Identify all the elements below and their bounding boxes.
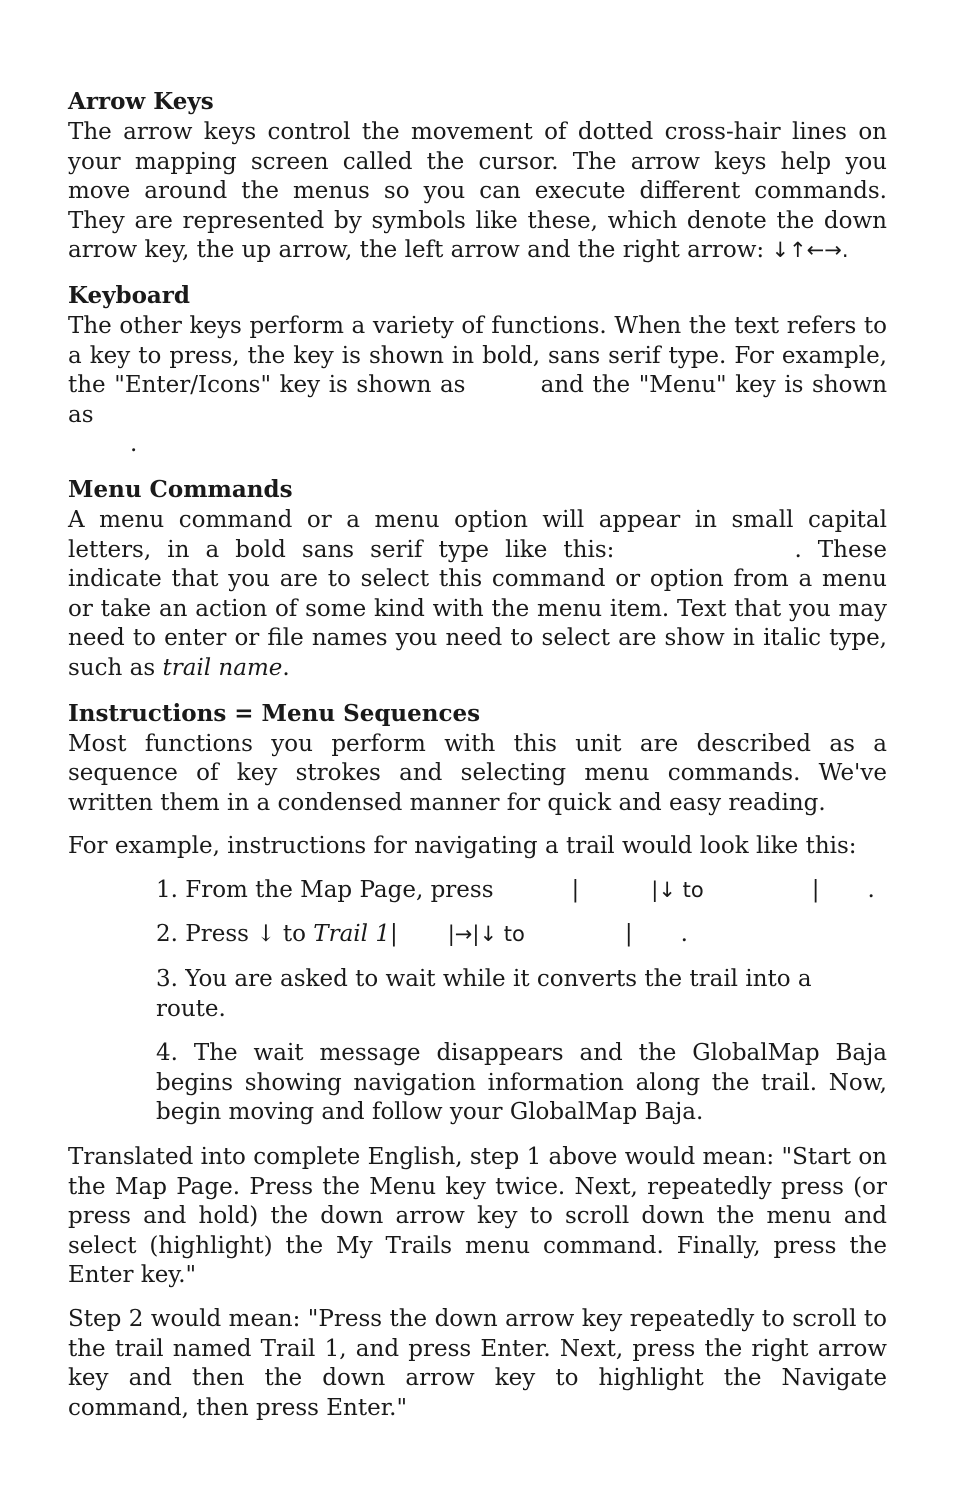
step-2-end: . <box>680 921 688 948</box>
keyboard-text-end: . <box>130 431 138 458</box>
step-2-sep-2: |→|↓ to <box>447 922 525 947</box>
instruction-steps <box>156 876 887 1128</box>
step-1-sep-2: |↓ to <box>651 877 704 902</box>
paragraph-keyboard <box>68 312 887 460</box>
arrow-symbols: ↓↑←→. <box>771 238 849 263</box>
step-1 <box>156 876 887 906</box>
section-instructions <box>68 698 887 1424</box>
step-1-sep-3: | <box>811 876 820 903</box>
heading-keyboard: Keyboard <box>68 281 191 309</box>
menu-commands-text-end: . <box>282 654 290 681</box>
italic-example: trail name <box>162 654 283 681</box>
step-2-italic: Trail 1 <box>313 921 390 948</box>
menu-commands-text-a: A menu command or a menu option will appear in small capital letters, in a bold sans serif type like this: <box>68 506 887 563</box>
heading-instructions: Instructions = Menu Sequences <box>68 699 481 727</box>
menu-commands-text-b: . These indicate that you are to select this command or option from a menu or take an action of some kind with the menu item. Text that you may need to enter or file names you need to select are show in italic type, such as <box>68 536 887 681</box>
step-3: 3. You are asked to wait while it converts the trail into a route. <box>156 966 812 1022</box>
step-1-sep-1: | <box>571 876 580 903</box>
section-menu-commands <box>68 474 887 684</box>
step-1-text: 1. From the Map Page, press <box>156 876 494 903</box>
step-2-sep-1: | <box>389 921 398 948</box>
keyboard-text-a: The other keys perform a variety of functions. When the text refers to a key to press, the key is shown in bold, sans serif type. For example, the "Enter/Icons" key is shown as <box>68 312 887 399</box>
paragraph-arrow-keys <box>68 118 887 266</box>
step-2-text: 2. Press ↓ to <box>156 921 306 948</box>
arrow-keys-text: The arrow keys control the movement of dotted cross-hair lines on your mapping screen called the cursor. The arrow keys help you move around the menus so you can execute different commands. They are represented by symbols like these, which denote the down arrow key, the up arrow, the left arrow and the right arrow: <box>68 119 887 264</box>
document-page <box>68 86 887 1437</box>
paragraph-translation-2: Step 2 would mean: "Press the down arrow key repeatedly to scroll to the trail named Trail 1, and press Enter. Next, press the right arrow key and then the down arrow key to highlight the Navigate command, then press Enter." <box>68 1306 887 1421</box>
heading-menu-commands: Menu Commands <box>68 475 293 503</box>
paragraph-instructions: Most functions you perform with this unit are described as a sequence of key strokes and selecting menu commands. We've written them in a condensed manner for quick and easy reading. <box>68 730 887 816</box>
paragraph-translation-1: Translated into complete English, step 1 above would mean: "Start on the Map Page. Press the Menu key twice. Next, repeatedly press (or press and hold) the down arrow key to scroll down the menu and select (highlight) the My Trails menu command. Finally, press the Enter key." <box>68 1144 887 1289</box>
heading-arrow-keys: Arrow Keys <box>68 88 214 115</box>
paragraph-menu-commands <box>68 506 887 684</box>
keyboard-text-b: and the "Menu" key is shown as <box>68 372 888 428</box>
step-1-end: . <box>867 876 875 903</box>
step-4: 4. The wait message disappears and the GlobalMap Baja begins showing navigation information along the trail. Now, begin moving and follow your GlobalMap Baja. <box>156 1040 887 1126</box>
section-keyboard <box>68 280 887 460</box>
step-2-sep-3: | <box>624 921 633 948</box>
section-arrow-keys <box>68 86 887 266</box>
step-2 <box>156 920 887 950</box>
paragraph-example-intro: For example, instructions for navigating a trail would look like this: <box>68 833 857 860</box>
